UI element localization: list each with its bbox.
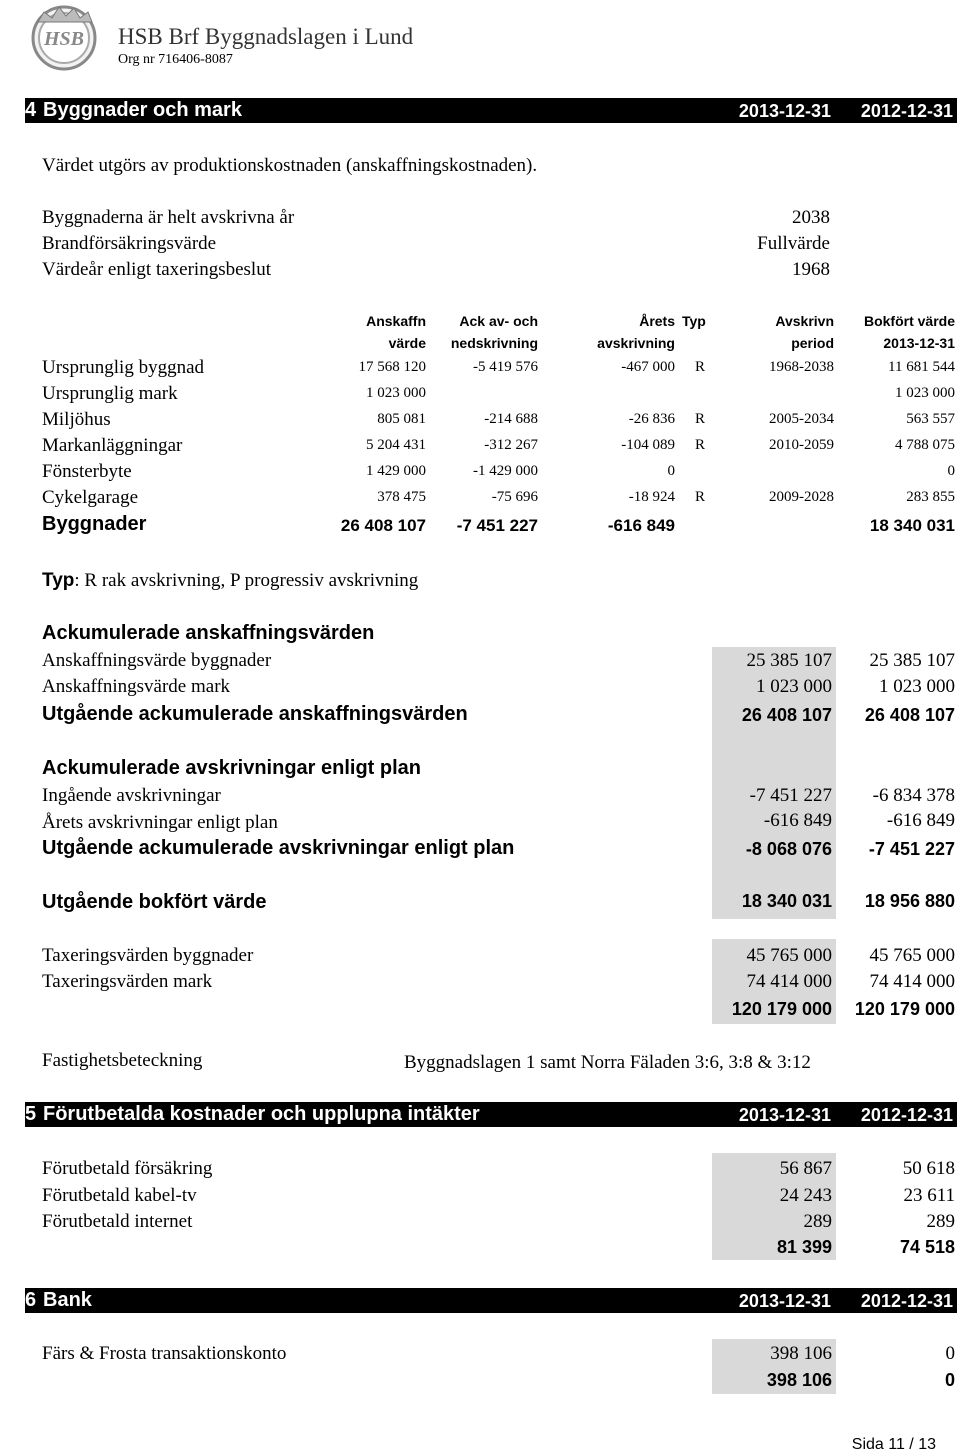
fact-value: 1968: [792, 259, 830, 280]
total-bokfort: 18 340 031: [869, 516, 955, 535]
ack-avskr-heading: Ackumulerade avskrivningar enligt plan: [42, 757, 422, 779]
hsb-logo: [26, 2, 114, 72]
ack-avskr-label: Årets avskrivningar enligt plan: [42, 812, 278, 833]
fact-value: Fullvärde: [757, 233, 830, 254]
s6-row-v2: 0: [945, 1343, 955, 1364]
s5-row-label: Förutbetald internet: [42, 1211, 193, 1232]
row-arets: -467 000: [621, 359, 675, 375]
tax-label: Taxeringsvärden byggnader: [42, 945, 254, 966]
section-number: 5: [25, 1103, 37, 1125]
row-bokfort: 283 855: [906, 489, 955, 505]
row-name: Ursprunglig byggnad: [42, 357, 205, 378]
row-arets: 0: [667, 463, 675, 479]
row-anskaffn: 1 429 000: [366, 463, 426, 479]
org-number: Org nr 716406-8087: [118, 52, 233, 67]
row-name: Cykelgarage: [42, 487, 139, 508]
ack-avskr-v2: -6 834 378: [872, 785, 955, 806]
row-ack: -75 696: [491, 489, 538, 505]
intro-text: Värdet utgörs av produktionskostnaden (anskaffningskostnaden).: [42, 155, 538, 176]
section-title: Byggnader och mark: [43, 99, 242, 121]
th-arets: Årets: [639, 313, 675, 329]
ack-ansk-label: Anskaffningsvärde mark: [42, 676, 231, 697]
fact-label: Värdeår enligt taxeringsbeslut: [42, 259, 271, 280]
ack-ansk-v2: 1 023 000: [879, 676, 955, 697]
typ-label: Typ: [42, 570, 75, 591]
row-period: 2009-2028: [769, 489, 834, 505]
col-date-current: 2013-12-31: [738, 1291, 831, 1311]
s6-row-label: Färs & Frosta transaktionskonto: [42, 1343, 287, 1364]
row-period: 1968-2038: [769, 359, 834, 375]
fact-label: Brandförsäkringsvärde: [42, 233, 217, 254]
row-period: 2005-2034: [769, 411, 834, 427]
row-typ: R: [695, 411, 706, 427]
col-date-current: 2013-12-31: [738, 101, 831, 121]
row-period: 2010-2059: [769, 437, 834, 453]
total-name: Byggnader: [42, 513, 147, 535]
th-anskaffn: Anskaffn: [366, 313, 426, 329]
page-number: Sida 11 / 13: [851, 1436, 936, 1453]
row-bokfort: 4 788 075: [895, 437, 955, 453]
tax-total-v2: 120 179 000: [854, 999, 955, 1019]
s5-row-v1: 289: [803, 1211, 832, 1232]
row-bokfort: 563 557: [906, 411, 955, 427]
ack-avskr-total-v1: -8 068 076: [745, 839, 832, 859]
th-avskrivn: Avskrivn: [775, 313, 834, 329]
th-ack: Ack av- och: [459, 313, 538, 329]
s6-total-v2: 0: [944, 1370, 955, 1390]
fastighet-value: Byggnadslagen 1 samt Norra Fäladen 3:6, 3:8 & 3:12: [404, 1052, 811, 1073]
ack-ansk-v1: 1 023 000: [756, 676, 832, 697]
bokfort-label: Utgående bokfört värde: [42, 891, 267, 913]
tax-label: Taxeringsvärden mark: [42, 971, 213, 992]
ack-avskr-v1: -7 451 227: [749, 785, 832, 806]
ack-ansk-label: Anskaffningsvärde byggnader: [42, 650, 272, 671]
ack-ansk-heading: Ackumulerade anskaffningsvärden: [42, 622, 375, 644]
col-date-previous: 2012-12-31: [860, 1105, 953, 1125]
tax-total-v1: 120 179 000: [731, 999, 832, 1019]
s5-row-v1: 24 243: [779, 1185, 832, 1206]
row-ack: -214 688: [484, 411, 538, 427]
hsb-seal-icon: [26, 2, 114, 72]
row-ack: -312 267: [484, 437, 538, 453]
th-bokfort: Bokfört värde: [863, 313, 955, 329]
th-bokfort-2: 2013-12-31: [883, 335, 955, 351]
row-name: Ursprunglig mark: [42, 383, 178, 404]
s6-row-v1: 398 106: [770, 1343, 832, 1364]
typ-legend: [42, 570, 418, 592]
row-bokfort: 0: [947, 463, 955, 479]
s6-total-v1: 398 106: [766, 1370, 832, 1390]
row-bokfort: 1 023 000: [895, 385, 955, 401]
s5-row-v2: 50 618: [902, 1158, 955, 1179]
section-number: 6: [25, 1289, 37, 1311]
ack-avskr-v2: -616 849: [886, 810, 955, 831]
ack-ansk-total-label: Utgående ackumulerade anskaffningsvärden: [42, 703, 468, 725]
section-5-header: [25, 1102, 957, 1127]
row-name: Miljöhus: [42, 409, 111, 430]
section-number: 4: [25, 99, 37, 121]
ack-ansk-total-v2: 26 408 107: [864, 705, 955, 725]
row-typ: R: [695, 489, 706, 505]
row-arets: -18 924: [628, 489, 675, 505]
row-ack: -1 429 000: [473, 463, 538, 479]
col-date-previous: 2012-12-31: [860, 101, 953, 121]
th-arets-2: avskrivning: [597, 335, 675, 351]
s5-row-v1: 56 867: [779, 1158, 832, 1179]
fastighet-label: Fastighetsbeteckning: [42, 1050, 203, 1071]
total-anskaffn: 26 408 107: [340, 516, 426, 535]
total-arets: -616 849: [607, 516, 675, 535]
row-anskaffn: 1 023 000: [366, 385, 426, 401]
ack-ansk-total-v1: 26 408 107: [741, 705, 832, 725]
th-avskrivn-2: period: [791, 335, 834, 351]
row-anskaffn: 805 081: [377, 411, 426, 427]
row-arets: -26 836: [628, 411, 675, 427]
row-bokfort: 11 681 544: [888, 359, 955, 375]
total-ack: -7 451 227: [456, 516, 538, 535]
ack-avskr-total-label: Utgående ackumulerade avskrivningar enligt plan: [42, 837, 515, 859]
tax-v1: 74 414 000: [746, 971, 832, 992]
ack-ansk-v1: 25 385 107: [746, 650, 832, 671]
row-anskaffn: 17 568 120: [358, 359, 426, 375]
section-6-header: [25, 1288, 957, 1313]
row-anskaffn: 378 475: [377, 489, 426, 505]
tax-v1: 45 765 000: [746, 945, 832, 966]
fact-value: 2038: [792, 207, 830, 228]
row-name: Markanläggningar: [42, 435, 183, 456]
th-typ: Typ: [682, 313, 706, 329]
bokfort-v1: 18 340 031: [741, 891, 832, 911]
bokfort-v2: 18 956 880: [864, 891, 955, 911]
row-arets: -104 089: [621, 437, 675, 453]
s5-row-label: Förutbetald kabel-tv: [42, 1185, 197, 1206]
s5-row-label: Förutbetald försäkring: [42, 1158, 213, 1179]
th-anskaffn-2: värde: [388, 335, 426, 351]
s5-row-v2: 23 611: [903, 1185, 955, 1206]
fact-label: Byggnaderna är helt avskrivna år: [42, 207, 295, 228]
row-typ: R: [695, 437, 706, 453]
col-date-previous: 2012-12-31: [860, 1291, 953, 1311]
row-typ: R: [695, 359, 706, 375]
ack-avskr-total-v2: -7 451 227: [868, 839, 955, 859]
ack-avskr-label: Ingående avskrivningar: [42, 785, 221, 806]
ack-ansk-v2: 25 385 107: [869, 650, 955, 671]
s5-total-v2: 74 518: [899, 1237, 955, 1257]
col-date-current: 2013-12-31: [738, 1105, 831, 1125]
row-anskaffn: 5 204 431: [366, 437, 426, 453]
s5-row-v2: 289: [926, 1211, 955, 1232]
tax-v2: 45 765 000: [869, 945, 955, 966]
logo-text: HSB: [43, 28, 85, 50]
section-title: Bank: [43, 1289, 92, 1311]
section-title: Förutbetalda kostnader och upplupna intäkter: [43, 1103, 480, 1125]
ack-avskr-v1: -616 849: [763, 810, 832, 831]
section-4-header: [25, 98, 957, 123]
row-ack: -5 419 576: [473, 359, 538, 375]
typ-note: : R rak avskrivning, P progressiv avskrivning: [74, 570, 419, 591]
th-ack-2: nedskrivning: [450, 335, 538, 351]
tax-v2: 74 414 000: [869, 971, 955, 992]
association-name: HSB Brf Byggnadslagen i Lund: [118, 24, 414, 49]
s5-total-v1: 81 399: [776, 1237, 832, 1257]
row-name: Fönsterbyte: [42, 461, 132, 482]
